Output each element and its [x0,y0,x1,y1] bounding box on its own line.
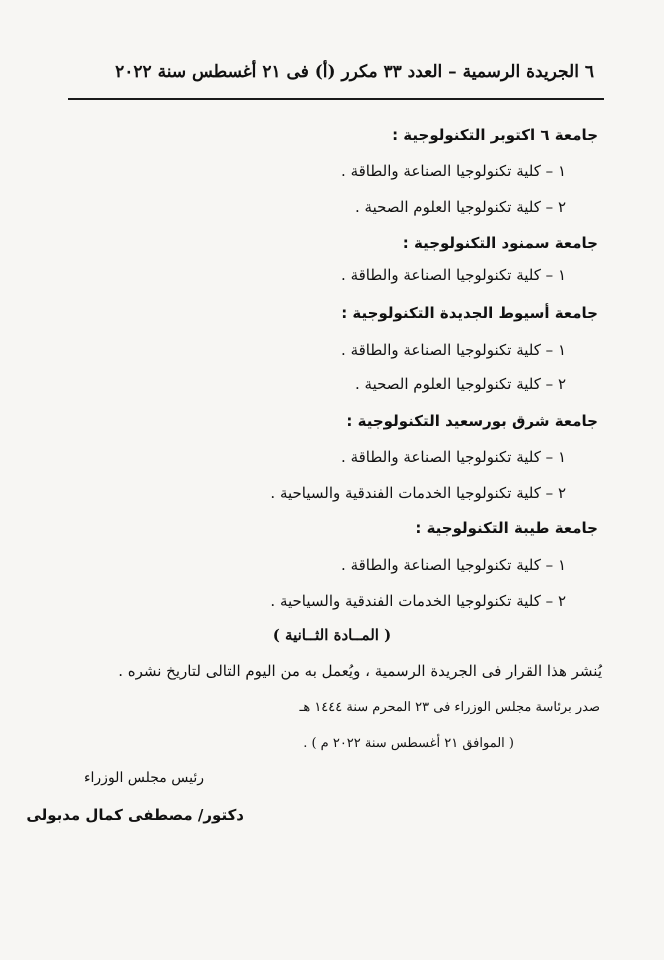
corresponding-date: ( الموافق ٢١ أغسطس سنة ٢٠٢٢ م ) . [303,736,514,751]
university-heading: جامعة طيبة التكنولوجية : [415,519,598,537]
publication-clause: يُنشر هذا القرار فى الجريدة الرسمية ، ويُعمل به من اليوم التالى لتاريخ نشره . [118,662,602,680]
faculty-item: ٢ – كلية تكنولوجيا العلوم الصحية . [354,198,566,216]
faculty-item: ٢ – كلية تكنولوجيا الخدمات الفندقية والسياحية . [270,484,566,502]
faculty-item: ٢ – كلية تكنولوجيا العلوم الصحية . [354,375,566,393]
signatory-name: دكتور/ مصطفى كمال مدبولى [26,806,244,824]
page-header: ٦ الجريدة الرسمية – العدد ٣٣ مكرر (أ) فى ٢١ أغسطس سنة ٢٠٢٢ [115,62,594,82]
signatory-title: رئيس مجلس الوزراء [83,770,204,786]
article-heading: ( المــادة الثــانية ) [272,626,392,644]
faculty-item: ١ – كلية تكنولوجيا الصناعة والطاقة . [341,341,566,359]
faculty-item: ٢ – كلية تكنولوجيا الخدمات الفندقية والسياحية . [270,592,566,610]
faculty-item: ١ – كلية تكنولوجيا الصناعة والطاقة . [341,448,566,466]
university-heading: جامعة ٦ اكتوبر التكنولوجية : [392,126,598,144]
faculty-item: ١ – كلية تكنولوجيا الصناعة والطاقة . [341,162,566,180]
faculty-item: ١ – كلية تكنولوجيا الصناعة والطاقة . [341,556,566,574]
issued-line: صدر برئاسة مجلس الوزراء فى ٢٣ المحرم سنة ١٤٤٤ هـ [299,700,600,715]
header-rule [68,98,604,100]
university-heading: جامعة أسيوط الجديدة التكنولوجية : [341,304,598,322]
faculty-item: ١ – كلية تكنولوجيا الصناعة والطاقة . [341,266,566,284]
university-heading: جامعة سمنود التكنولوجية : [402,234,598,252]
university-heading: جامعة شرق بورسعيد التكنولوجية : [346,412,598,430]
